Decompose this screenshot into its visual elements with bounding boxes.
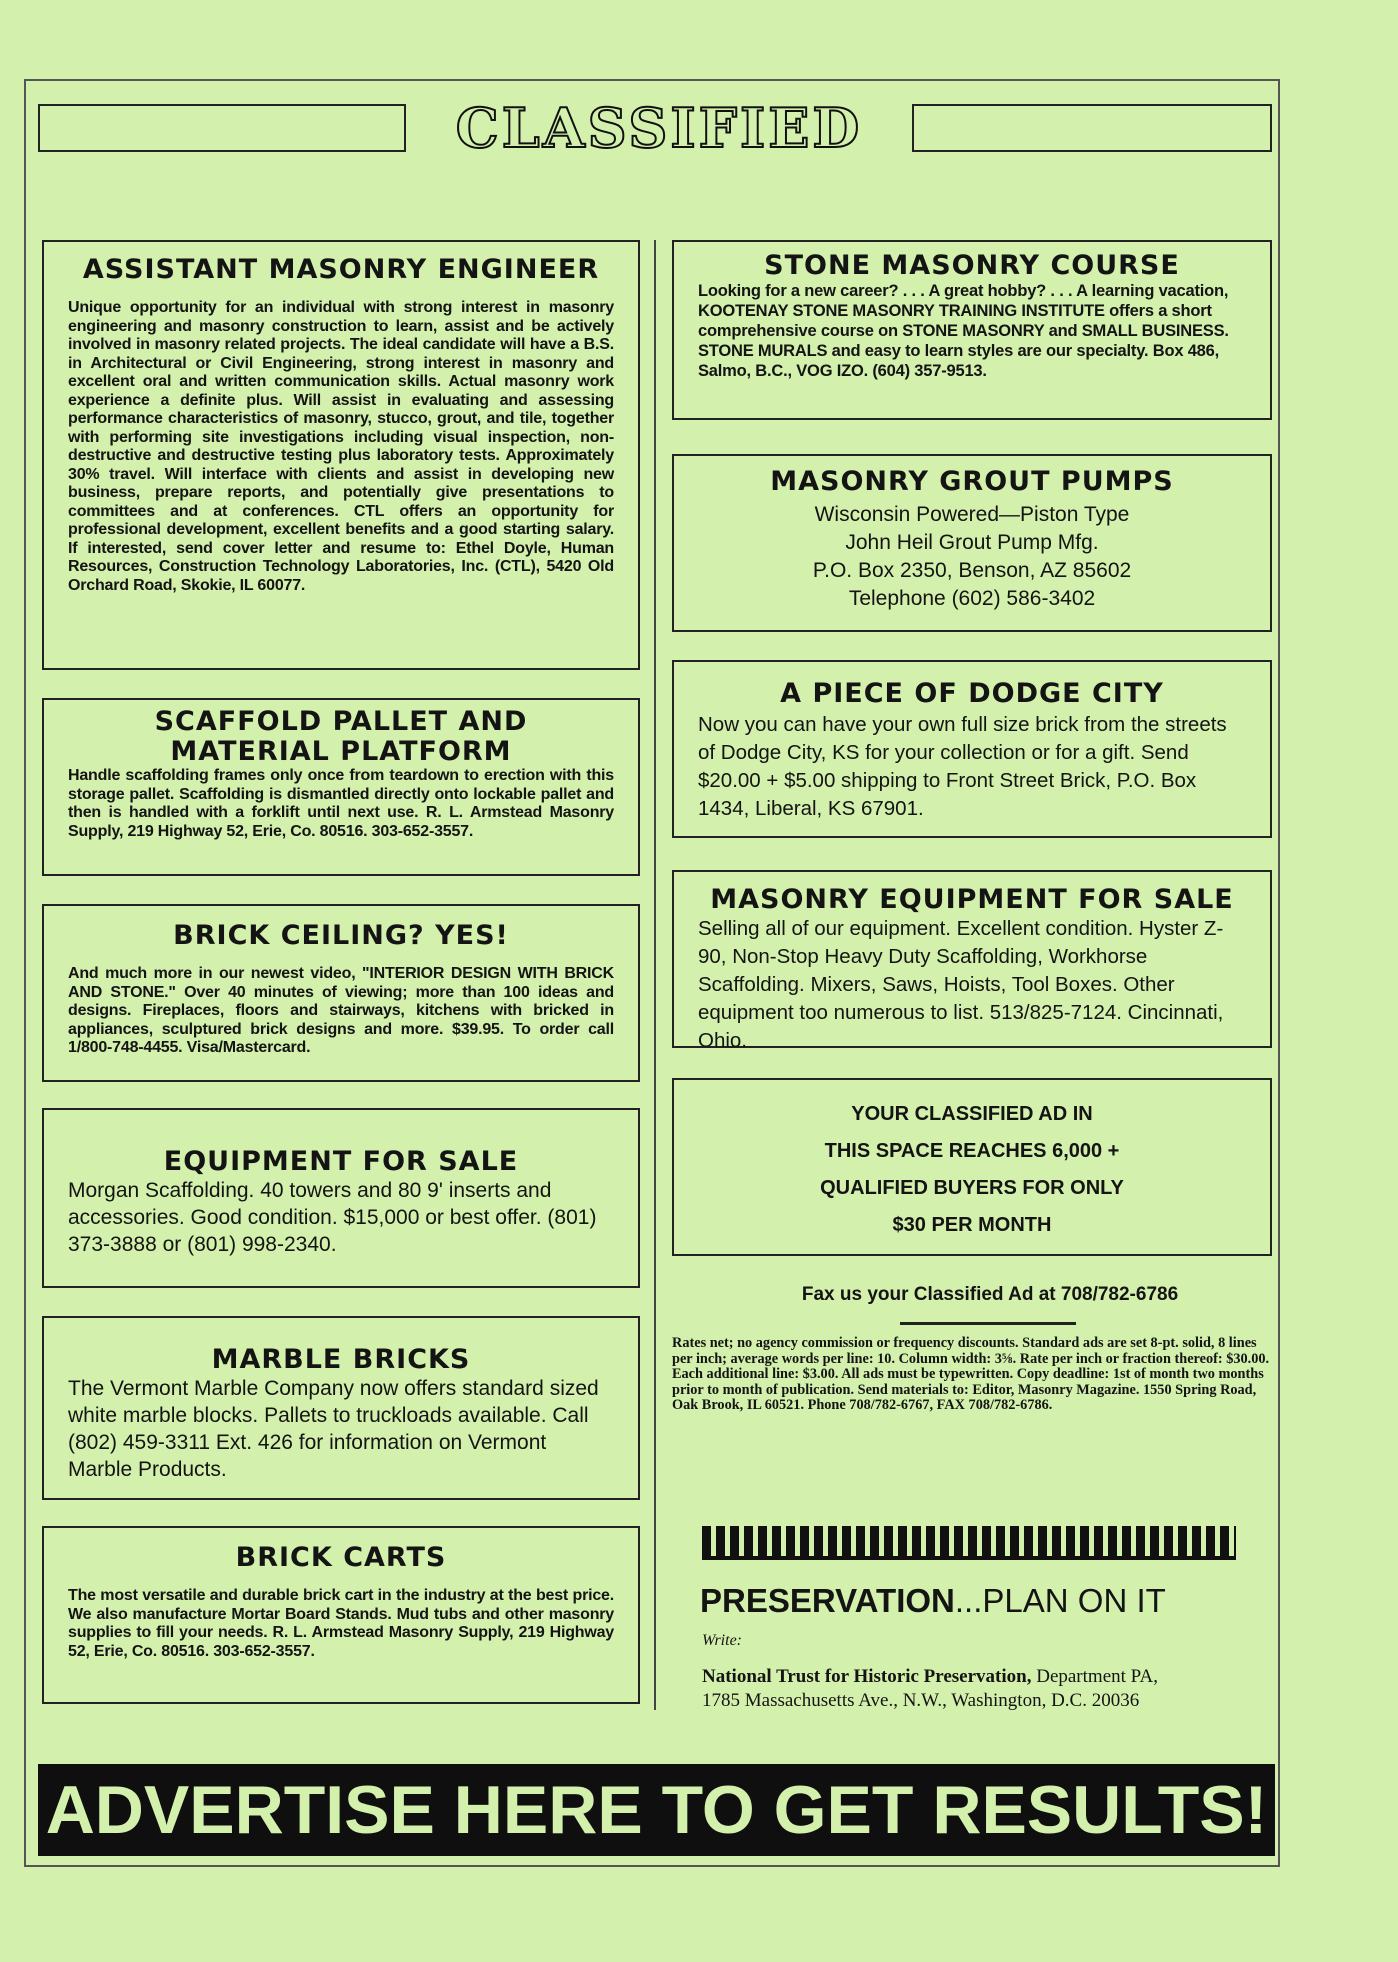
ad-assistant-masonry-engineer xyxy=(42,240,640,670)
grout-line-2: John Heil Grout Pump Mfg. xyxy=(845,531,1099,554)
ad-marble-bricks xyxy=(42,1316,640,1500)
grout-line-3: P.O. Box 2350, Benson, AZ 85602 xyxy=(812,559,1132,582)
preservation-title-bold: PRESERVATION xyxy=(700,1582,955,1619)
column-divider xyxy=(654,240,656,1710)
ad-brick-carts xyxy=(42,1526,640,1704)
header-rule-right xyxy=(912,104,1272,152)
ad-body: Selling all of our equipment. Excellent condition. Hyster Z-90, Non-Stop Heavy Duty Scaffolding, Workhorse Scaffolding. Mixers, Saws, Hoists, Tool Boxes. Other equipment too numerous to list. 513/825-7124. Cincinnati, Ohio. xyxy=(698,917,1224,1052)
ad-masonry-grout-pumps xyxy=(672,454,1272,632)
promo-line-1: YOUR CLASSIFIED AD IN xyxy=(851,1103,1093,1125)
ad-scaffold-pallet xyxy=(42,698,640,876)
promo-line-3: QUALIFIED BUYERS FOR ONLY xyxy=(820,1177,1124,1199)
ad-body: And much more in our newest video, "INTERIOR DESIGN WITH BRICK AND STONE." Over 40 minutes of viewing; more than 100 ideas and designs. Fireplaces, floors and stairways, kitchens with bricked in appliances, sculptured brick designs and more. $39.95. To order call 1/800-748-4455. Visa/Mastercard. xyxy=(68,965,614,1056)
preservation-address xyxy=(702,1665,1262,1713)
ad-piece-of-dodge-city xyxy=(672,660,1272,838)
promo-line-4: $30 PER MONTH xyxy=(892,1214,1052,1236)
ad-body: Unique opportunity for an individual with strong interest in masonry engineering and masonry construction to learn, assist and be actively involved in masonry related projects. The ideal candidate will have a B.S. in Architectural or Civil Engineering, strong interest in masonry and excellent oral and written communication skills. Actual masonry work experience a definite plus. Will assist in evaluating and assessing performance characteristics of masonry, stucco, grout, and tile, together with performing site investigations including visual inspection, non-destructive and destructive testing plus laboratory tests. Approximately 30% travel. Will interface with clients and assist in developing new business, prepare reports, and potentially give presentations to committees and at conferences. CTL offers an opportunity for professional development, excellent benefits and a good starting salary. If interested, send cover letter and resume to: Ethel Doyle, Human Resources, Construction Technology Laboratories, Inc. (CTL), 5420 Old Orchard Road, Skokie, IL 60077. xyxy=(68,299,614,594)
fax-rule xyxy=(900,1322,1076,1325)
header-rule-left xyxy=(38,104,406,152)
ad-stone-masonry-course xyxy=(672,240,1272,420)
ad-title: BRICK CEILING? YES! xyxy=(173,920,509,951)
promo-line-2: THIS SPACE REACHES 6,000 + xyxy=(824,1140,1120,1162)
ad-promo-your-ad-here xyxy=(672,1078,1272,1256)
ad-body: Now you can have your own full size brick from the streets of Dodge City, KS for your collection or for a gift. Send $20.00 + $5.00 shipping to Front Street Brick, P.O. Box 1434, Liberal, KS 67901. xyxy=(698,713,1227,820)
ad-title: MARBLE BRICKS xyxy=(211,1344,471,1375)
ad-title: ASSISTANT MASONRY ENGINEER xyxy=(82,254,600,285)
ad-body: The Vermont Marble Company now offers standard sized white marble blocks. Pallets to truckloads available. Call (802) 459-3311 Ext. 426 for information on Vermont Marble Products. xyxy=(68,1377,599,1481)
ad-body: Handle scaffolding frames only once from teardown to erection with this storage pallet. Scaffolding is dismantled directly onto lockable pallet and then is handled with a forklift until next use. R. L. Armstead Masonry Supply, 219 Highway 52, Erie, Co. 80516. 303-652-3557. xyxy=(68,767,614,840)
ad-title: A PIECE OF DODGE CITY xyxy=(780,678,1164,709)
advertise-banner: ADVERTISE HERE TO GET RESULTS! xyxy=(38,1764,1275,1856)
ad-body: Morgan Scaffolding. 40 towers and 80 9' inserts and accessories. Good condition. $15,000 or best offer. (801) 373-3888 or (801) 998-2340. xyxy=(68,1179,597,1256)
preservation-column-graphic xyxy=(702,1526,1236,1560)
fax-line: Fax us your Classified Ad at 708/782-6786 xyxy=(801,1284,1179,1305)
rates-text: Rates net; no agency commission or frequency discounts. Standard ads are set 8-pt. solid, 8 lines per inch; average words per line: 10. Column width: 3⅝. Rate per inch or fraction thereof: $30.00. Each additional line: $3.00. All ads must be typewritten. Copy deadline: 1st of month two months prior to month of publication. Send materials to: Editor, Masonry Magazine. 1550 Spring Road, Oak Brook, IL 60521. Phone 708/782-6767, FAX 708/782-6786. xyxy=(672,1335,1270,1413)
ad-equipment-for-sale xyxy=(42,1108,640,1288)
ad-title: BRICK CARTS xyxy=(235,1542,447,1573)
preservation-addr2: 1785 Massachusetts Ave., N.W., Washington, D.C. 20036 xyxy=(702,1690,1140,1711)
grout-line-1: Wisconsin Powered—Piston Type xyxy=(814,503,1130,526)
ad-title: SCAFFOLD PALLET AND MATERIAL PLATFORM xyxy=(154,706,528,767)
preservation-write: Write: xyxy=(702,1632,742,1649)
ad-title: MASONRY GROUT PUMPS xyxy=(770,466,1174,497)
ad-title: MASONRY EQUIPMENT FOR SALE xyxy=(710,884,1234,915)
ad-brick-ceiling xyxy=(42,904,640,1082)
preservation-org: National Trust for Historic Preservation, xyxy=(702,1666,1032,1687)
preservation-addr1: Department PA, xyxy=(1031,1666,1158,1687)
ad-title: STONE MASONRY COURSE xyxy=(764,250,1180,281)
page-title: CLASSIFIED xyxy=(455,96,863,160)
preservation-title-rest: ...PLAN ON IT xyxy=(954,1582,1166,1619)
ad-body: Looking for a new career? . . . A great hobby? . . . A learning vacation, KOOTENAY STONE MASONRY TRAINING INSTITUTE offers a short comprehensive course on STONE MASONRY and SMALL BUSINESS. STONE MURALS and easy to learn styles are our specialty. Box 486, Salmo, B.C., VOG IZO. (604) 357-9513. xyxy=(698,282,1229,380)
preservation-title xyxy=(700,1582,1166,1620)
grout-line-4: Telephone (602) 586-3402 xyxy=(848,587,1096,610)
ad-masonry-equipment-for-sale xyxy=(672,870,1272,1052)
ad-body: The most versatile and durable brick cart in the industry at the best price. We also manufacture Mortar Board Stands. Mud tubs and other masonry supplies to fill your needs. R. L. Armstead Masonry Supply, 219 Highway 52, Erie, Co. 80516. 303-652-3557. xyxy=(68,1587,614,1660)
ad-title: EQUIPMENT FOR SALE xyxy=(163,1146,519,1177)
